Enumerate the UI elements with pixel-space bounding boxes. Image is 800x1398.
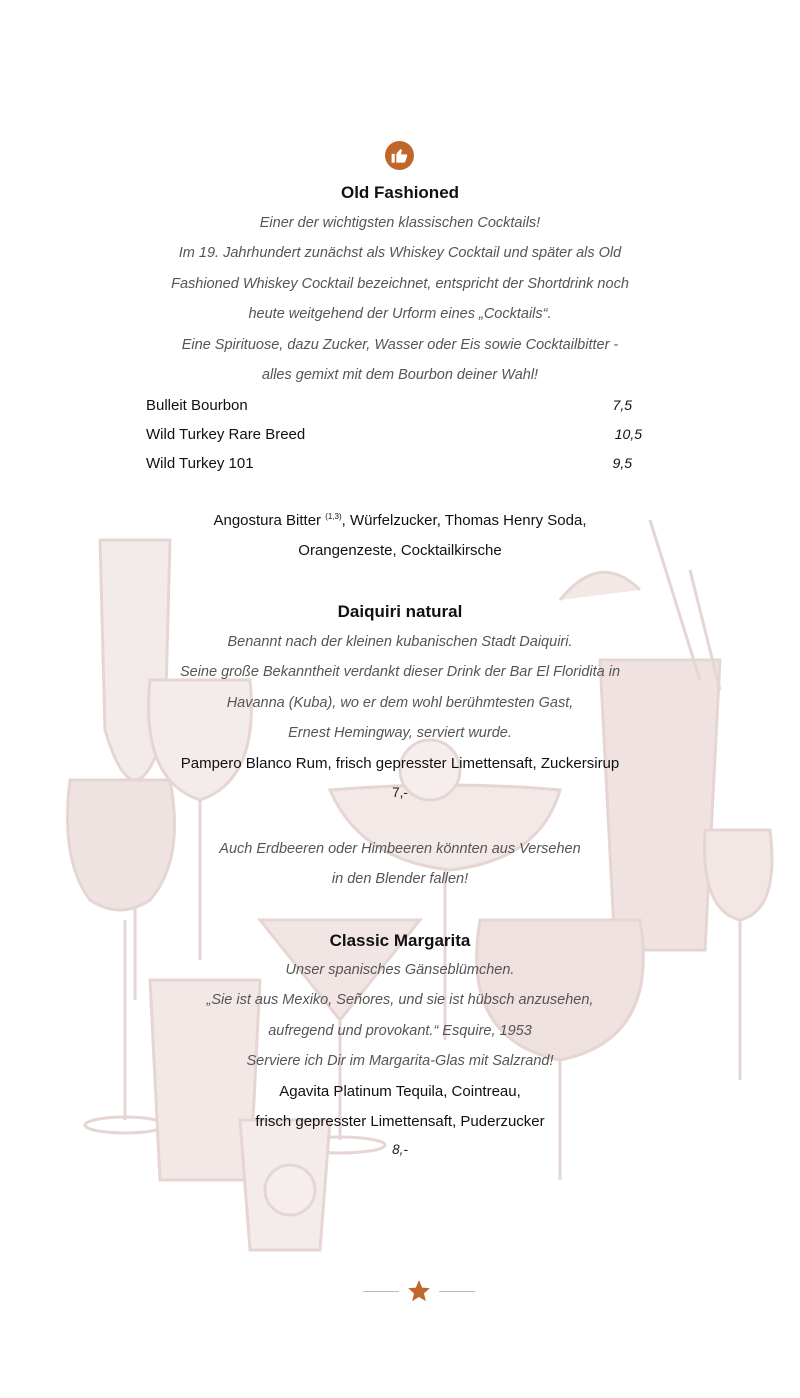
allergen-note: (1,3) [325,512,342,521]
old-fashioned-desc-line: Fashioned Whiskey Cocktail bezeichnet, entspricht der Shortdrink noch [171,276,629,292]
margarita-desc-line: Serviere ich Dir im Margarita-Glas mit Salzrand! [246,1053,554,1069]
margarita-desc-line: Unser spanisches Gänseblümchen. [285,962,515,978]
margarita-desc-line: aufregend und provokant.“ Esquire, 1953 [268,1023,532,1039]
old-fashioned-desc-line: Einer der wichtigsten klassischen Cocktails! [259,215,541,231]
margarita-desc-line: „Sie ist aus Mexiko, Señores, und sie ist hübsch anzusehen, [206,992,594,1008]
daiquiri-price: 7,- [392,785,408,800]
margarita-title: Classic Margarita [329,931,471,950]
menu-item-price: 7,5 [612,397,632,413]
old-fashioned-desc-line: Im 19. Jahrhundert zunächst als Whiskey Cocktail und später als Old [178,245,622,261]
daiquiri-desc-line: Havanna (Kuba), wo er dem wohl berühmtesten Gast, [226,695,574,711]
old-fashioned-ingredients-line2: Orangenzeste, Cocktailkirsche [298,542,502,559]
daiquiri-ingredients: Pampero Blanco Rum, frisch gepresster Limettensaft, Zuckersirup [180,755,620,772]
daiquiri-desc-line: Benannt nach der kleinen kubanischen Stadt Daiquiri. [227,634,573,650]
margarita-ingredients-line: Agavita Platinum Tequila, Cointreau, [279,1083,521,1100]
old-fashioned-desc-line: heute weitgehend der Urform eines „Cocktails“. [248,306,552,322]
daiquiri-note-line: in den Blender fallen! [331,871,469,887]
thumbs-up-icon [385,141,414,170]
menu-item-name: Wild Turkey 101 [146,455,254,472]
menu-item-price: 9,5 [612,455,632,471]
menu-item-price: 10,5 [614,426,642,442]
daiquiri-desc-line: Seine große Bekanntheit verdankt dieser Drink der Bar El Floridita in [179,664,621,680]
daiquiri-desc-line: Ernest Hemingway, serviert wurde. [288,725,512,741]
star-icon [406,1278,432,1304]
ingredients-text: , Würfelzucker, Thomas Henry Soda, [341,512,587,529]
menu-item-name: Bulleit Bourbon [146,397,248,414]
menu-item-name: Wild Turkey Rare Breed [146,426,306,443]
old-fashioned-ingredients [0,512,800,529]
old-fashioned-desc-line: alles gemixt mit dem Bourbon deiner Wahl! [261,367,539,383]
ingredients-text: Angostura Bitter [213,512,322,529]
daiquiri-note-line: Auch Erdbeeren oder Himbeeren könnten aus Versehen [219,841,581,857]
daiquiri-title: Daiquiri natural [337,602,463,621]
margarita-ingredients-line: frisch gepresster Limettensaft, Puderzucker [255,1113,545,1130]
old-fashioned-desc-line: Eine Spirituose, dazu Zucker, Wasser oder Eis sowie Cocktailbitter - [181,337,619,353]
old-fashioned-title: Old Fashioned [340,183,460,202]
footer-divider-left [363,1291,399,1292]
margarita-price: 8,- [392,1142,408,1157]
footer-divider-right [439,1291,475,1292]
